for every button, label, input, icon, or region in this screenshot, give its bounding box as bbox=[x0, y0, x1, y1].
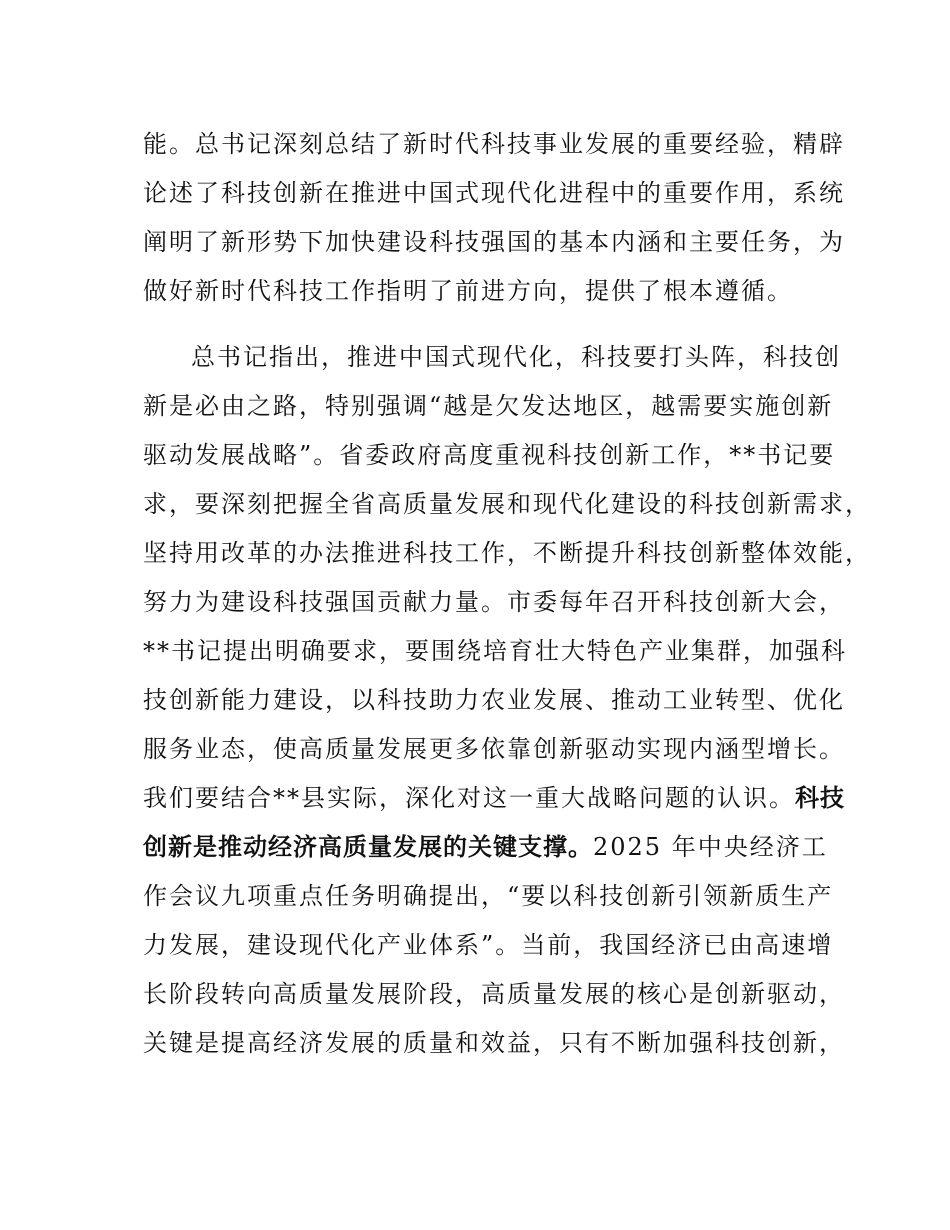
text-line: 驱动发展战略”。省委政府高度重视科技创新工作，**书记要 bbox=[143, 441, 836, 469]
text-line bbox=[143, 830, 828, 864]
text-run: 我们要结合**县实际，深化对这一重大战略问题的认识。 bbox=[143, 784, 795, 812]
text-line: 长阶段转向高质量发展阶段，高质量发展的核心是创新驱动， bbox=[143, 980, 845, 1008]
text-line: 努力为建设科技强国贡献力量。市委每年召开科技创新大会， bbox=[143, 588, 845, 616]
text-line: **书记提出明确要求，要围绕培育壮大特色产业集群，加强科 bbox=[143, 637, 847, 665]
text-line: 坚持用改革的办法推进科技工作，不断提升科技创新整体效能， bbox=[143, 539, 871, 567]
text-line: 论述了科技创新在推进中国式现代化进程中的重要作用，系统 bbox=[143, 179, 845, 207]
text-line: 新是必由之路，特别强调“越是欠发达地区，越需要实施创新 bbox=[143, 392, 834, 420]
text-line: 能。总书记深刻总结了新时代科技事业发展的重要经验，精辟 bbox=[143, 130, 845, 158]
text-line: 做好新时代科技工作指明了前进方向，提供了根本遵循。 bbox=[143, 277, 793, 305]
text-line: 关键是提高经济发展的质量和效益，只有不断加强科技创新， bbox=[143, 1029, 845, 1057]
text-line: 总书记指出，推进中国式现代化，科技要打头阵，科技创 bbox=[191, 343, 841, 371]
bold-heading-text: 创新是推动经济高质量发展的关键支撑。 bbox=[143, 833, 593, 861]
text-line: 技创新能力建设，以科技助力农业发展、推动工业转型、优化 bbox=[143, 686, 845, 714]
text-line: 作会议九项重点任务明确提出，“要以科技创新引领新质生产 bbox=[143, 882, 834, 910]
bold-heading-text: 科技 bbox=[795, 784, 845, 812]
text-line: 阐明了新形势下加快建设科技强国的基本内涵和主要任务，为 bbox=[143, 228, 845, 256]
text-line: 求，要深刻把握全省高质量发展和现代化建设的科技创新需求， bbox=[143, 490, 871, 518]
text-line: 服务业态，使高质量发展更多依靠创新驱动实现内涵型增长。 bbox=[143, 735, 845, 763]
text-line: 力发展，建设现代化产业体系”。当前，我国经济已由高速增 bbox=[143, 931, 834, 959]
text-run: 2025 年中央经济工 bbox=[593, 833, 828, 861]
text-line bbox=[143, 781, 845, 815]
